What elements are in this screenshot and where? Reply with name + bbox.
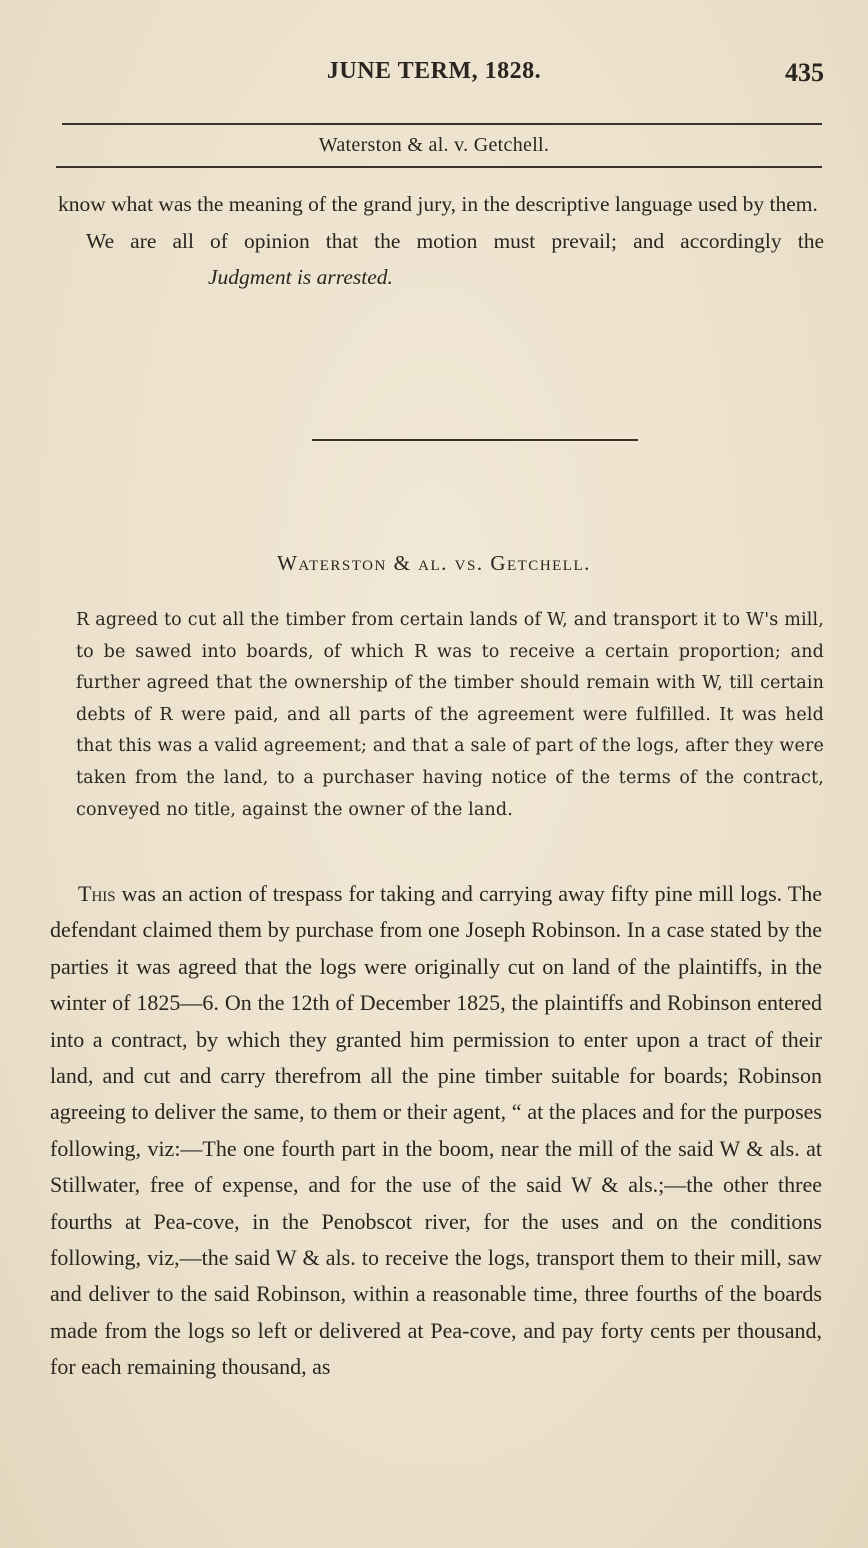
opinion-paragraph-2 <box>58 223 824 296</box>
headnote <box>76 605 824 826</box>
opinion-paragraph-2-text: We are all of opinion that the motion must prevail; and accordingly the <box>86 228 824 253</box>
opening-word: This <box>78 881 116 906</box>
case-title: Waterston & al. vs. Getchell. <box>277 551 591 575</box>
page-number: 435 <box>785 58 824 87</box>
running-head <box>0 58 868 92</box>
header-rule-bottom <box>56 166 822 168</box>
header-rule-top <box>62 123 822 125</box>
statement-paragraph <box>50 876 822 1386</box>
running-title: JUNE TERM, 1828. <box>326 58 542 84</box>
case-statement <box>50 876 822 1386</box>
preceding-opinion <box>58 186 824 296</box>
case-running-head: Waterston & al. v. Getchell. <box>318 134 550 156</box>
headnote-text: R agreed to cut all the timber from certain lands of W, and transport it to W's mill, to be sawed into boards, of which R was to receive a certain proportion; and further agreed that the ownership of the timber should remain with W, till certain debts of R were paid, and all parts of the agreement were fulfilled. It was held that this was a valid agreement; and that a sale of part of the logs, after they were taken from the land, to a purchaser having notice of the terms of the contract, conveyed no title, against the owner of the land. <box>76 610 824 820</box>
opinion-paragraph-1: know what was the meaning of the grand jury, in the descriptive language used by them. <box>58 192 818 216</box>
judgment-text: Judgment is arrested. <box>208 265 393 289</box>
section-divider <box>312 439 638 441</box>
statement-body: was an action of trespass for taking and carrying away fifty pine mill logs. The defendant claimed them by purchase from one Joseph Robinson. In a case stated by the parties it was agreed that the logs were originally cut on land of the plaintiffs, in the winter of 1825—6. On the 12th of December 1825, the plaintiffs and Robinson entered into a contract, by which they granted him permission to enter upon a tract of their land, and cut and carry therefrom all the pine timber suitable for boards; Robinson agreeing to deliver the same, to them or their agent, “ at the places and for the purposes following, viz:—The one fourth part in the boom, near the mill of the said W & als. at Stillwater, free of expense, and for the use of the said W & als.;—the other three fourths at Pea-cove, in the Penobscot river, for the uses and on the conditions following, viz,—the said W & als. to receive the logs, transport them to their mill, saw and deliver to the said Robinson, within a reasonable time, three fourths of the boards made from the logs so left or delivered at Pea-cove, and pay forty cents per thousand, for each remaining thousand, as <box>50 881 823 1380</box>
